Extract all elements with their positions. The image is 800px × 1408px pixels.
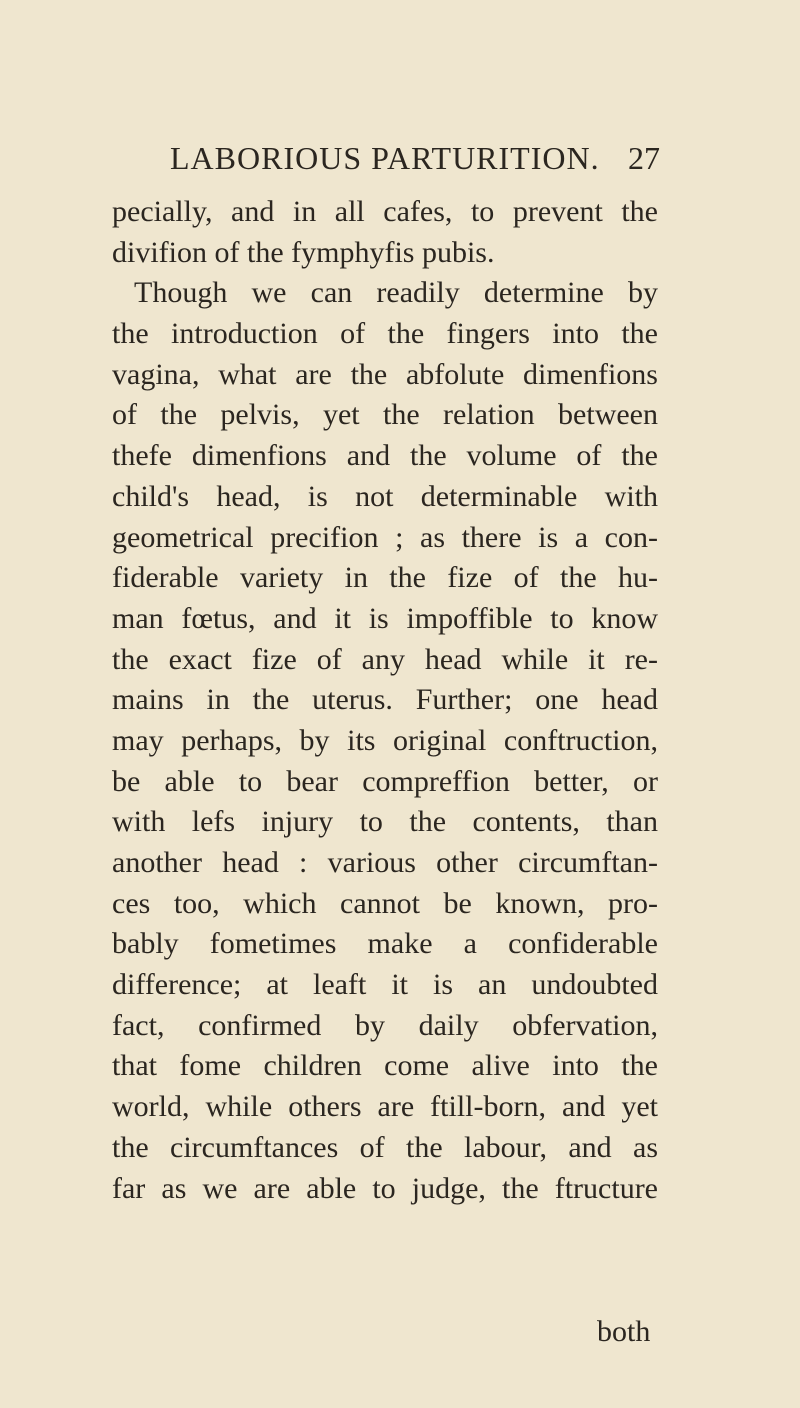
- text-line: child's head, is not determinable with: [112, 479, 658, 513]
- catchword: both: [597, 1315, 651, 1348]
- text-line: ces too, which cannot be known, pro-: [112, 886, 658, 920]
- text-line: difference; at leaft it is an undoubted: [112, 968, 658, 1002]
- text-line: divifion of the fymphyfis pubis.: [112, 235, 495, 269]
- page-number: 27: [628, 140, 660, 176]
- text-line: of the pelvis, yet the relation between: [112, 398, 658, 432]
- text-line: fiderable variety in the fize of the hu-: [112, 561, 658, 595]
- body-text: [112, 192, 658, 1209]
- text-line: far as we are able to judge, the ftructure: [112, 1171, 658, 1205]
- text-line: thefe dimenfions and the volume of the: [112, 439, 658, 473]
- text-line: man fœtus, and it is impoffible to know: [112, 601, 658, 635]
- text-line: world, while others are ftill-born, and yet: [112, 1090, 658, 1124]
- text-line: another head : various other circumftan-: [112, 846, 658, 879]
- text-line: fact, confirmed by daily obfervation,: [112, 1008, 658, 1042]
- text-line: be able to bear compreffion better, or: [112, 764, 658, 798]
- text-line: bably fometimes make a confiderable: [112, 927, 658, 961]
- text-line: Though we can readily determine by: [134, 276, 658, 310]
- text-line: the exact fize of any head while it re-: [112, 642, 658, 676]
- text-line: that fome children come alive into the: [112, 1049, 658, 1083]
- text-line: geometrical precifion ; as there is a con-: [112, 520, 658, 554]
- text-line: pecially, and in all cafes, to prevent the: [112, 195, 658, 228]
- text-line: vagina, what are the abfolute dimenfions: [112, 357, 658, 391]
- running-header: [170, 140, 660, 180]
- text-line: the circumftances of the labour, and as: [112, 1130, 658, 1164]
- text-line: with lefs injury to the contents, than: [112, 805, 658, 839]
- running-title: LABORIOUS PARTURITION.: [170, 140, 600, 176]
- text-line: may perhaps, by its original conftruction,: [112, 723, 658, 757]
- text-line: mains in the uterus. Further; one head: [112, 683, 658, 717]
- text-line: the introduction of the fingers into the: [112, 317, 658, 351]
